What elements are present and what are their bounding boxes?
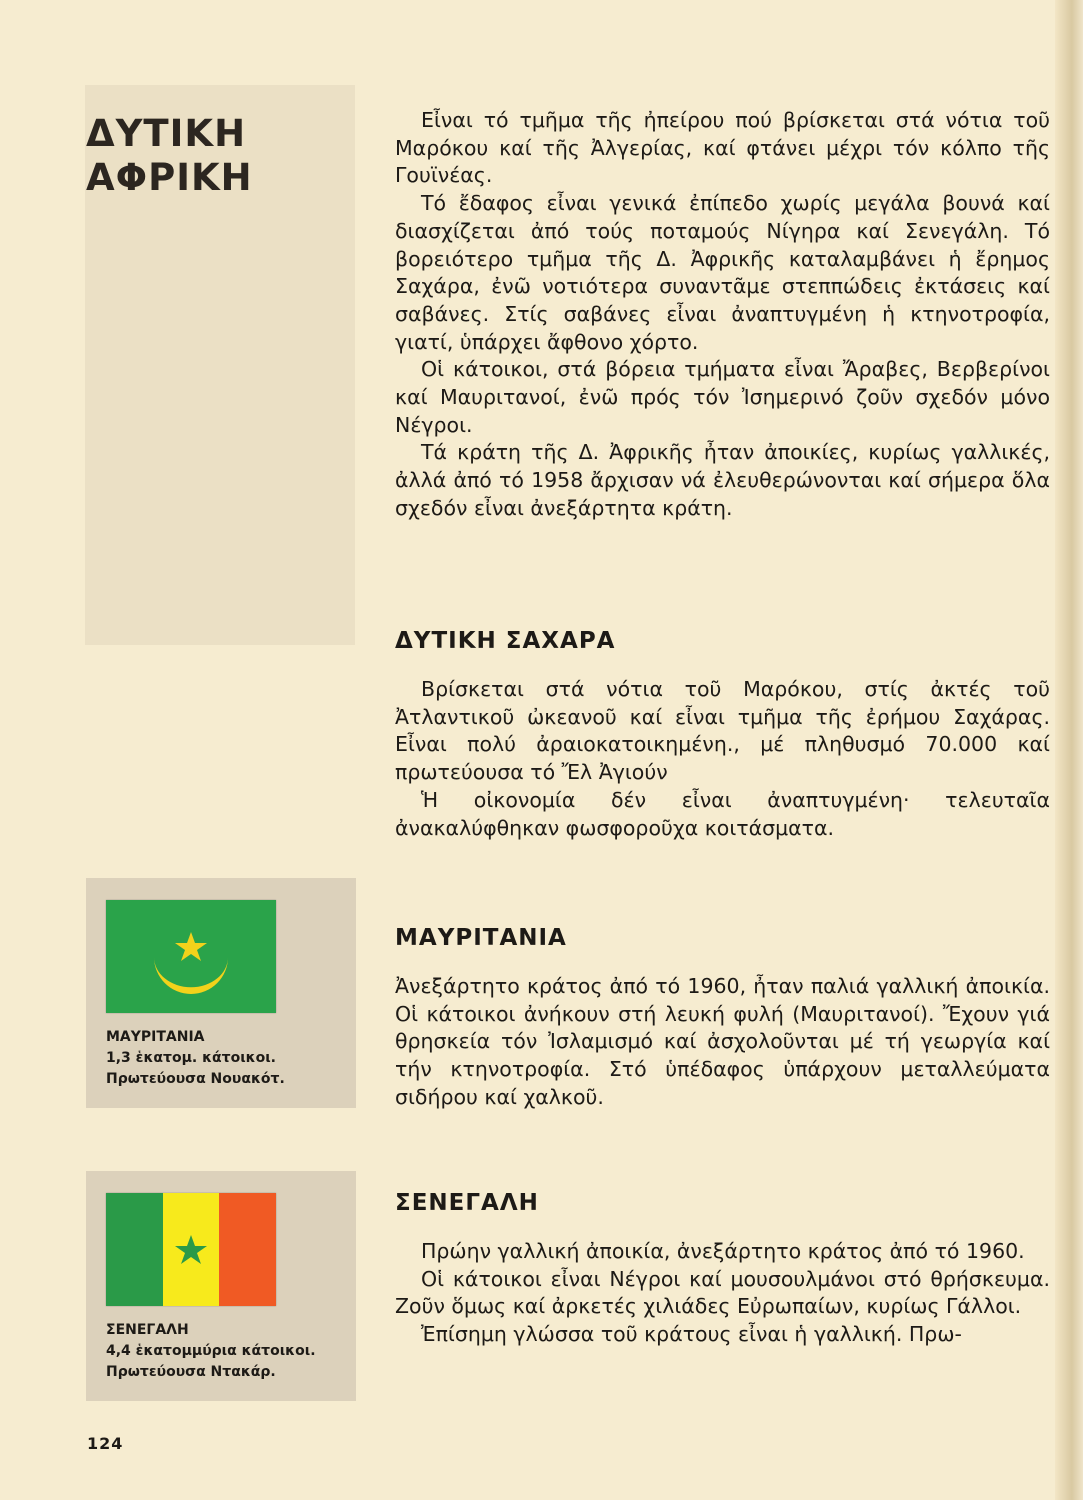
section-heading: ΣΕΝΕΓΑΛΗ bbox=[395, 1190, 539, 1216]
intro-paragraph-4: Τά κράτη τῆς Δ. Ἀφρικῆς ἦταν ἀποικίες, κυρίως γαλλικές, ἀλλά ἀπό τό 1958 ἄρχισαν νά ἐλευθερώνονται καί σήμερα ὅλα σχεδόν εἶναι ἀνεξάρτητα κράτη. bbox=[395, 440, 1050, 520]
section-paragraph: Ἡ οἰκονομία δέν εἶναι ἀναπτυγμένη· τελευταῖα ἀνακαλύφθηκαν φωσφοροῦχα κοιτάσματα. bbox=[395, 787, 1050, 840]
flag-caption bbox=[106, 1027, 356, 1090]
page-number: 124 bbox=[87, 1434, 124, 1453]
caption-population: 4,4 ἑκατομμύρια κάτοικοι. bbox=[106, 1343, 316, 1359]
section-paragraph: Πρώην γαλλική ἀποικία, ἀνεξάρτητο κράτος ἀπό τό 1960. bbox=[421, 1239, 1025, 1263]
section-senegal bbox=[395, 1190, 1050, 1349]
intro-paragraph-2: Τό ἔδαφος εἶναι γενικά ἐπίπεδο χωρίς μεγάλα βουνά καί διασχίζεται ἀπό τούς ποταμούς Νίγηρα καί Σενεγάλη. Τό βορειότερο τμῆμα τῆς Δ. Ἀφρικῆς καταλαμβάνει ἡ ἔρημος Σαχάρα, ἐνῶ νοτιότερα συναντᾶμε στεππώδεις ἐκτάσεις καί σαβάνες. Στίς σαβάνες εἶναι ἀναπτυγμένη ἡ κτηνοτροφία, γιατί, ὑπάρχει ἄφθονο χόρτο. bbox=[395, 191, 1050, 354]
intro-text bbox=[395, 107, 1050, 523]
mauritania-flag-icon bbox=[106, 900, 276, 1013]
page-title-line-1: ΔΥΤΙΚΗ bbox=[86, 112, 247, 155]
section-paragraph: Οἱ κάτοικοι εἶναι Νέγροι καί μουσουλμάνοι στό θρήσκευμα. Ζοῦν ὅμως καί ἀρκετές χιλιάδες Εὐρωπαίων, κυρίως Γάλλοι. bbox=[395, 1266, 1050, 1319]
flag-card-senegal bbox=[86, 1171, 356, 1401]
caption-country: ΣΕΝΕΓΑΛΗ bbox=[106, 1322, 189, 1338]
section-paragraph: Ἀνεξάρτητο κράτος ἀπό τό 1960, ἦταν παλιά γαλλική ἀποικία. Οἱ κάτοικοι ἀνήκουν στή λευκή φυλή (Μαυριτανοί). Ἔχουν γιά θρησκεία τόν Ἰσλαμισμό καί ἀσχολοῦνται μέ τή γεωργία καί τήν κτηνοτροφία. Στό ὑπέδαφος ὑπάρχουν μεταλλεύματα σιδήρου καί χαλκοῦ. bbox=[395, 974, 1050, 1109]
section-western-sahara bbox=[395, 628, 1050, 842]
section-heading: ΔΥΤΙΚΗ ΣΑΧΑΡΑ bbox=[395, 628, 616, 654]
flag-caption bbox=[106, 1320, 356, 1383]
section-paragraph: Ἐπίσημη γλώσσα τοῦ κράτους εἶναι ἡ γαλλική. Πρω- bbox=[421, 1322, 962, 1347]
flag-card-mauritania bbox=[86, 878, 356, 1108]
senegal-flag-icon bbox=[106, 1193, 276, 1306]
caption-capital: Πρωτεύουσα Ντακάρ. bbox=[106, 1364, 276, 1380]
intro-paragraph-1: Εἶναι τό τμῆμα τῆς ἠπείρου πού βρίσκεται στά νότια τοῦ Μαρόκου καί τῆς Ἀλγερίας, καί φτάνει μέχρι τόν κόλπο τῆς Γουϊνέας. bbox=[395, 108, 1050, 188]
section-mauritania bbox=[395, 925, 1050, 1112]
page-title bbox=[86, 112, 253, 200]
section-paragraph: Βρίσκεται στά νότια τοῦ Μαρόκου, στίς ἀκτές τοῦ Ἀτλαντικοῦ ὠκεανοῦ καί εἶναι τμῆμα τῆς ἐρήμου Σαχάρας. Εἶναι πολύ ἀραιοκατοικημένη., μέ πληθυσμό 70.000 καί πρωτεύουσα τό Ἔλ Ἀγιούν bbox=[395, 677, 1050, 785]
intro-paragraph-3: Οἱ κάτοικοι, στά βόρεια τμήματα εἶναι Ἄραβες, Βερβερίνοι καί Μαυριτανοί, ἐνῶ πρός τόν Ἰσημερινό ζοῦν σχεδόν μόνο Νέγροι. bbox=[395, 357, 1050, 437]
caption-population: 1,3 ἑκατομ. κάτοικοι. bbox=[106, 1050, 276, 1066]
page-title-line-2: ΑΦΡΙΚΗ bbox=[86, 156, 253, 199]
caption-country: ΜΑΥΡΙΤΑΝΙΑ bbox=[106, 1029, 205, 1045]
caption-capital: Πρωτεύουσα Νουακότ. bbox=[106, 1071, 285, 1087]
section-heading: ΜΑΥΡΙΤΑΝΙΑ bbox=[395, 925, 567, 951]
page-binding-edge bbox=[1055, 0, 1083, 1500]
